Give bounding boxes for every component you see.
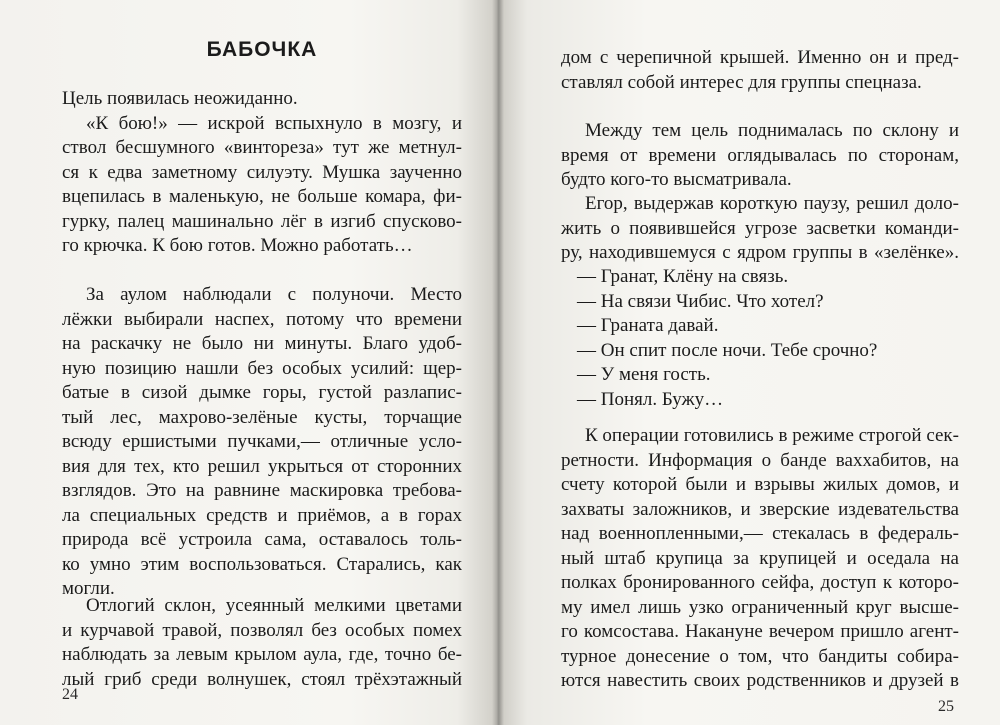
text-line: время от времени оглядывалась по сторонам, [561, 144, 959, 166]
right-paragraph-1 [561, 46, 959, 95]
text-line: на раскачку не было ни минуты. Благо удоб- [62, 333, 462, 354]
text-line: наблюдать за левым крылом аула, где, точно бе- [62, 644, 462, 665]
text-line: ствол бесшумного «винтореза» тут же метнул- [62, 137, 462, 158]
text-line: счету которой были и взрывы жилых домов, и [561, 474, 959, 495]
text-line: К операции готовились в режиме строгой сек- [585, 425, 959, 446]
text-line: ный штаб крупица за крупицей и оседала на [561, 547, 959, 569]
text-line: лёжки выбирали наспех, потому что времени [62, 308, 462, 330]
page-number-right: 25 [938, 698, 954, 715]
text-line: и курчавой травой, позволял без особых помех [62, 619, 462, 641]
text-line: вия для тех, кто решил укрыться от сторонних [62, 455, 462, 477]
text-line: Отлогий склон, усеянный мелкими цветами [86, 595, 462, 616]
dialogue-line: — У меня гость. [577, 364, 711, 385]
text-line: ру, находившемуся с ядром группы в «зелёнке». [561, 242, 959, 263]
text-line: Цель появилась неожиданно. [62, 88, 298, 109]
text-line: полках бронированного сейфа, доступ к которо- [561, 572, 959, 593]
text-line: взглядов. Это на равнине маскировка требова- [62, 480, 462, 501]
dialogue-line: — Он спит после ночи. Тебе срочно? [577, 339, 878, 361]
dialogue-line: — Граната давай. [577, 315, 719, 336]
text-line: ся к едва заметному силуэту. Мушка заученно [62, 161, 462, 183]
dialogue-line: — На связи Чибис. Что хотел? [577, 290, 824, 312]
text-line: природа всё устроила сама, оставалось толь- [62, 529, 462, 550]
text-line: лый гриб среди волнушек, стоял трёхэтажный [62, 668, 462, 690]
text-line: гурку, палец машинально лёг в изгиб спусково- [62, 210, 462, 232]
left-paragraph-2 [62, 283, 462, 602]
text-line: над военнопленными,— стекалась в федераль- [561, 523, 959, 544]
text-line: го крючка. К бою готов. Можно работать… [62, 235, 413, 256]
text-line: Егор, выдержав короткую паузу, решил доло- [585, 193, 959, 214]
text-line: За аулом наблюдали с полуночи. Место [86, 284, 462, 305]
text-line: ются навестить своих родственников и друзей в [561, 670, 959, 691]
text-line: могли. [62, 578, 115, 599]
text-line: дом с черепичной крышей. Именно он и пред- [561, 47, 959, 68]
text-line: ную позицию нашли без особых усилий: щер- [62, 357, 462, 379]
text-line: го комсостава. Накануне вечером пришло агент- [561, 621, 959, 642]
left-paragraph-1 [62, 87, 462, 259]
text-line: батые в сизой дымке горы, густой разлапис- [62, 382, 462, 403]
page-number-left: 24 [62, 686, 78, 703]
text-line: будто кого-то высматривала. [561, 169, 792, 190]
text-line: «К бою!» — искрой вспыхнуло в мозгу, и [86, 112, 462, 134]
text-line: захваты заложников, и зверские издевательства [561, 498, 959, 520]
right-paragraph-2 [561, 119, 959, 193]
right-paragraph-3 [561, 192, 959, 266]
text-line: ретности. Информация о банде ваххабитов, на [561, 449, 959, 471]
dialogue-line: — Гранат, Клёну на связь. [577, 266, 789, 287]
text-line: му имел лишь узко ограниченный круг высше- [561, 596, 959, 618]
text-line: ко умно этим воспользоваться. Старались, как [62, 553, 462, 575]
dialogue-line: — Понял. Бужу… [577, 388, 724, 410]
left-paragraph-3 [62, 594, 462, 692]
text-line: Между тем цель поднималась по склону и [585, 120, 959, 141]
dialogue-block [561, 265, 959, 412]
text-line: турное донесение о том, что бандиты собира- [561, 645, 959, 667]
text-line: ла специальных средств и приёмов, а в горах [62, 504, 462, 526]
text-line: тый лес, махрово-зелёные кусты, торчащие [62, 406, 462, 428]
text-line: вцепилась в маленькую, не больше комара, фи- [62, 186, 462, 207]
text-line: ставлял собой интерес для группы спецназа. [561, 71, 922, 93]
text-line: жить о появившейся угрозе засветки команди- [561, 217, 959, 239]
text-line: всюду ершистыми пучками,— отличные усло- [62, 431, 462, 452]
book-gutter [492, 0, 504, 725]
right-paragraph-4 [561, 424, 959, 694]
chapter-title: БАБОЧКА [206, 38, 318, 61]
